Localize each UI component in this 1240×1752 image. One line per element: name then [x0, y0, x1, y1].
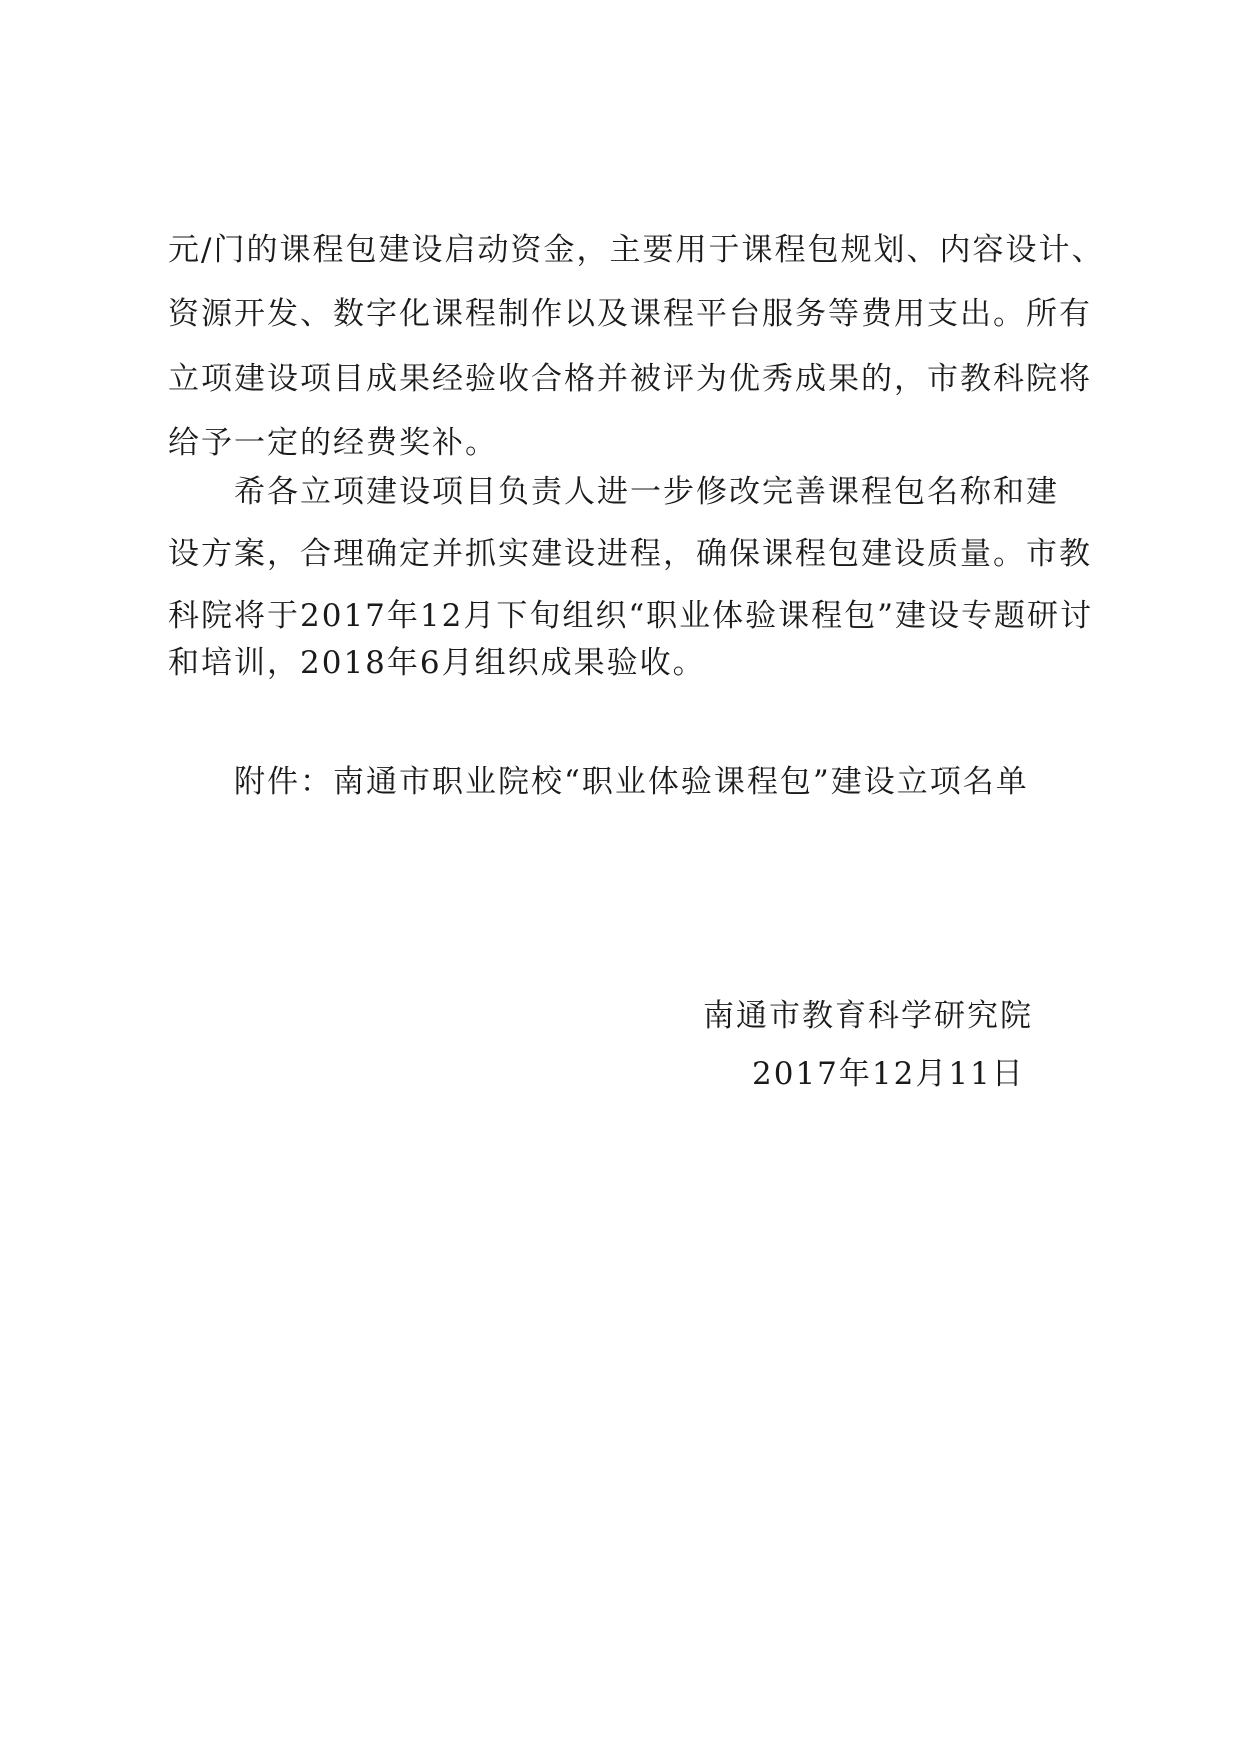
paragraph-2-line-1: 希各立项建设项目负责人进一步修改完善课程包名称和建: [234, 474, 1059, 510]
signature-organization: 南通市教育科学研究院: [703, 998, 1033, 1034]
paragraph-2-line-4: 和培训，2018年6月组织成果验收。: [168, 645, 706, 681]
signature-date: 2017年12月11日: [752, 1056, 1025, 1092]
paragraph-1-line-2: 资源开发、数字化课程制作以及课程平台服务等费用支出。所有: [168, 296, 1092, 332]
paragraph-1-line-1: 元/门的课程包建设启动资金，主要用于课程包规划、内容设计、: [168, 232, 1105, 268]
paragraph-2-line-2: 设方案，合理确定并抓实建设进程，确保课程包建设质量。市教: [168, 536, 1092, 572]
paragraph-1-line-4: 给予一定的经费奖补。: [168, 425, 498, 461]
paragraph-2-line-3: 科院将于2017年12月下旬组织“职业体验课程包”建设专题研讨: [168, 598, 1094, 634]
attachment-line: 附件：南通市职业院校“职业体验课程包”建设立项名单: [234, 764, 1029, 800]
paragraph-1-line-3: 立项建设项目成果经验收合格并被评为优秀成果的，市教科院将: [168, 361, 1092, 397]
